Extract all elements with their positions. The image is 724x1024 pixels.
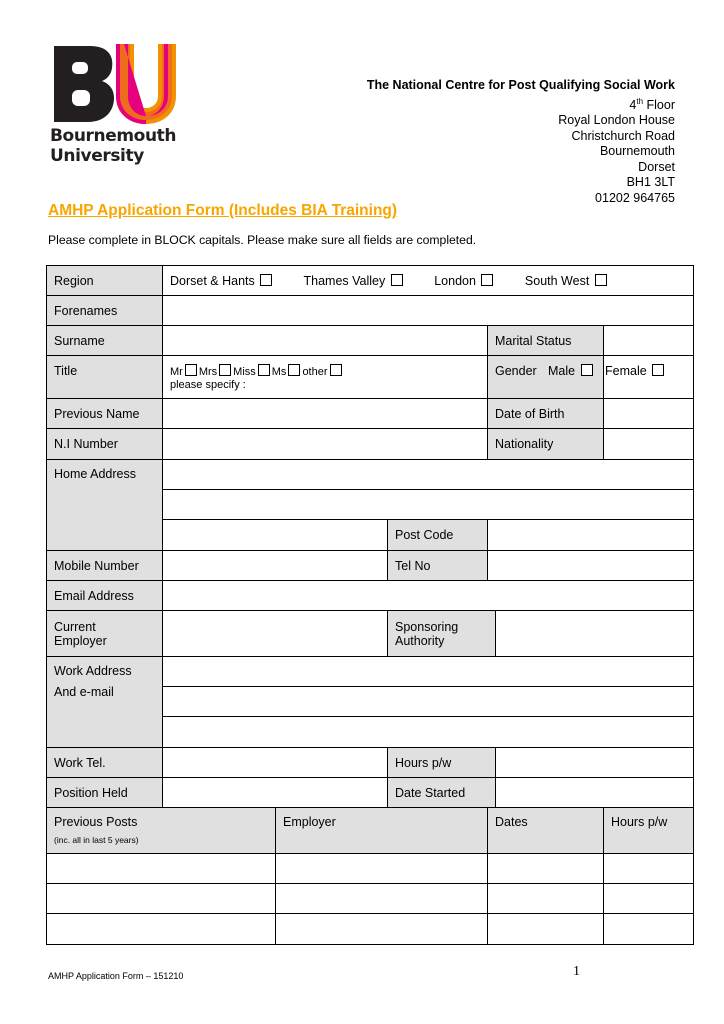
title-ms-checkbox[interactable] <box>288 364 300 376</box>
email-address-label: Email Address <box>47 581 163 611</box>
previous-employer-1-field[interactable] <box>276 854 488 884</box>
address-block <box>367 78 675 206</box>
university-name-line1: Bournemouth <box>50 126 177 146</box>
bu-logo-mark <box>50 38 178 126</box>
title-miss-checkbox[interactable] <box>258 364 270 376</box>
home-address-line2-field[interactable] <box>163 490 694 520</box>
work-address-line3-field[interactable] <box>163 717 694 748</box>
home-address-line3-field[interactable] <box>163 520 388 551</box>
previous-hours-2-field[interactable] <box>604 884 694 914</box>
position-held-field[interactable] <box>163 778 388 808</box>
sponsoring-authority-field[interactable] <box>496 611 694 657</box>
page-number: 1 <box>573 964 580 979</box>
date-started-label: Date Started <box>388 778 496 808</box>
title-label: Title <box>47 356 163 399</box>
previous-employer-3-field[interactable] <box>276 914 488 945</box>
address-phone: 01202 964765 <box>595 190 675 205</box>
previous-posts-note: (inc. all in last 5 years) <box>54 835 139 845</box>
title-other-checkbox[interactable] <box>330 364 342 376</box>
dates-header: Dates <box>488 808 604 854</box>
gender-label: Gender <box>488 356 604 399</box>
tel-no-field[interactable] <box>488 551 694 581</box>
previous-posts-header: Previous Posts (inc. all in last 5 years) <box>47 808 276 854</box>
date-of-birth-field[interactable] <box>604 399 694 429</box>
previous-employer-2-field[interactable] <box>276 884 488 914</box>
previous-dates-3-field[interactable] <box>488 914 604 945</box>
surname-field[interactable] <box>163 326 488 356</box>
home-address-label: Home Address <box>47 460 163 551</box>
hours-pw-field[interactable] <box>496 748 694 778</box>
email-address-field[interactable] <box>163 581 694 611</box>
hours-pw-header: Hours p/w <box>604 808 694 854</box>
surname-label: Surname <box>47 326 163 356</box>
university-logo <box>50 38 190 166</box>
marital-status-label: Marital Status <box>488 326 604 356</box>
current-employer-field[interactable] <box>163 611 388 657</box>
nationality-label: Nationality <box>488 429 604 460</box>
footer-form-id: AMHP Application Form – 151210 <box>48 971 184 981</box>
region-options: Dorset & Hants Thames Valley London South West <box>163 266 694 296</box>
organisation-name: The National Centre for Post Qualifying Social Work <box>366 78 675 92</box>
gender-female-checkbox[interactable] <box>652 364 664 376</box>
date-of-birth-label: Date of Birth <box>488 399 604 429</box>
nationality-field[interactable] <box>604 429 694 460</box>
region-south-west-checkbox[interactable] <box>595 274 607 286</box>
hours-pw-label: Hours p/w <box>388 748 496 778</box>
please-specify-label: please specify : <box>170 379 246 391</box>
address-line: Dorset <box>638 159 675 174</box>
ni-number-field[interactable] <box>163 429 488 460</box>
tel-no-label: Tel No <box>388 551 488 581</box>
post-code-label: Post Code <box>388 520 488 551</box>
title-mr-checkbox[interactable] <box>185 364 197 376</box>
work-address-line2-field[interactable] <box>163 687 694 717</box>
region-label: Region <box>47 266 163 296</box>
previous-hours-1-field[interactable] <box>604 854 694 884</box>
previous-post-2-field[interactable] <box>47 884 276 914</box>
previous-dates-2-field[interactable] <box>488 884 604 914</box>
previous-name-field[interactable] <box>163 399 488 429</box>
region-thames-valley-checkbox[interactable] <box>391 274 403 286</box>
region-london-checkbox[interactable] <box>481 274 493 286</box>
mobile-number-field[interactable] <box>163 551 388 581</box>
forenames-label: Forenames <box>47 296 163 326</box>
address-postcode: BH1 3LT <box>626 175 675 190</box>
previous-post-3-field[interactable] <box>47 914 276 945</box>
date-started-field[interactable] <box>496 778 694 808</box>
address-floor: 4th Floor <box>629 96 675 112</box>
position-held-label: Position Held <box>47 778 163 808</box>
forenames-field[interactable] <box>163 296 694 326</box>
sponsoring-authority-label: Sponsoring Authority <box>388 611 496 657</box>
previous-post-1-field[interactable] <box>47 854 276 884</box>
work-address-line1-field[interactable] <box>163 657 694 687</box>
current-employer-label: Current Employer <box>47 611 163 657</box>
post-code-field[interactable] <box>488 520 694 551</box>
previous-dates-1-field[interactable] <box>488 854 604 884</box>
marital-status-field[interactable] <box>604 326 694 356</box>
previous-name-label: Previous Name <box>47 399 163 429</box>
gender-options-row: Male Female <box>548 364 666 378</box>
region-dorset-checkbox[interactable] <box>260 274 272 286</box>
instructions: Please complete in BLOCK capitals. Please make sure all fields are completed. <box>48 233 477 247</box>
work-tel-field[interactable] <box>163 748 388 778</box>
title-options: Mr Mrs Miss Ms other please specify : <box>163 356 488 399</box>
work-address-label: Work Address And e-mail <box>47 657 163 748</box>
home-address-line1-field[interactable] <box>163 460 694 490</box>
address-line: Royal London House <box>558 113 675 128</box>
employer-header: Employer <box>276 808 488 854</box>
previous-hours-3-field[interactable] <box>604 914 694 945</box>
title-mrs-checkbox[interactable] <box>219 364 231 376</box>
ni-number-label: N.I Number <box>47 429 163 460</box>
address-line: Bournemouth <box>599 144 675 159</box>
university-name-line2: University <box>50 146 144 166</box>
form-title: AMHP Application Form (Includes BIA Training) <box>48 202 398 219</box>
mobile-number-label: Mobile Number <box>47 551 163 581</box>
address-line: Christchurch Road <box>571 128 675 143</box>
gender-male-checkbox[interactable] <box>581 364 593 376</box>
work-tel-label: Work Tel. <box>47 748 163 778</box>
